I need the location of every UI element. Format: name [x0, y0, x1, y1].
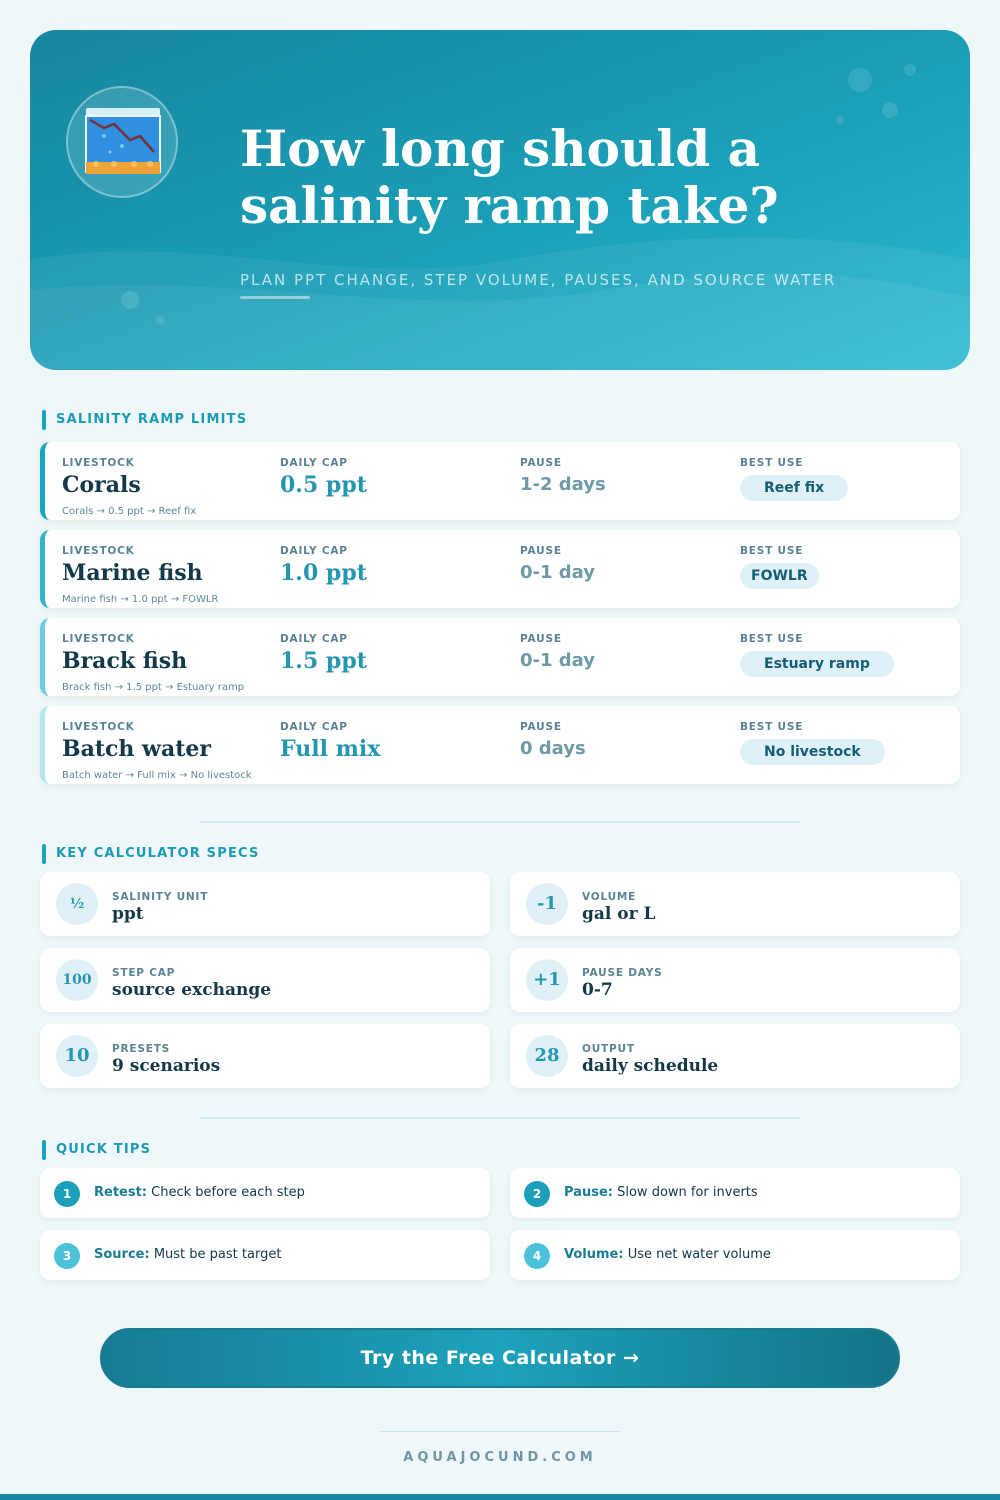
tip-key: Source:	[94, 1247, 150, 1262]
tip-card-pause	[510, 1168, 960, 1218]
limit-row-batch-water	[40, 706, 960, 784]
pause-label: PAUSE	[520, 545, 562, 557]
best-use-pill: FOWLR	[740, 563, 819, 589]
livestock-label: LIVESTOCK	[62, 721, 135, 733]
tip-text: Check before each step	[151, 1185, 305, 1200]
spec-label: VOLUME	[582, 891, 637, 903]
livestock-value: Corals	[62, 472, 141, 498]
limit-row-marine-fish	[40, 530, 960, 608]
aquarium-tank-icon	[84, 106, 162, 180]
row-footnote: Corals → 0.5 ppt → Reef fix	[62, 506, 197, 517]
spec-number: 100	[56, 959, 98, 1001]
best-use-label: BEST USE	[740, 545, 804, 557]
pause-label: PAUSE	[520, 457, 562, 469]
section-divider	[200, 1117, 800, 1119]
spec-number: ½	[56, 883, 98, 925]
best-use-pill: No livestock	[740, 739, 885, 765]
tip-number-badge: 1	[54, 1181, 80, 1207]
spec-value: daily schedule	[582, 1056, 719, 1076]
daily-cap-label: DAILY CAP	[280, 633, 348, 645]
page-subtitle: PLAN PPT CHANGE, STEP VOLUME, PAUSES, AND SOURCE WATER	[240, 271, 837, 289]
livestock-value: Marine fish	[62, 560, 203, 586]
spec-value: 9 scenarios	[112, 1056, 221, 1076]
tip-number-badge: 4	[524, 1243, 550, 1269]
best-use-pill: Estuary ramp	[740, 651, 894, 677]
tip-text: Use net water volume	[627, 1247, 771, 1262]
spec-card-output	[510, 1024, 960, 1088]
pause-label: PAUSE	[520, 633, 562, 645]
livestock-label: LIVESTOCK	[62, 633, 135, 645]
tip-card-volume	[510, 1230, 960, 1280]
tip-key: Retest:	[94, 1185, 148, 1200]
spec-value: 0-7	[582, 980, 613, 1000]
best-use-label: BEST USE	[740, 633, 804, 645]
daily-cap-value: 0.5 ppt	[280, 472, 367, 498]
spec-label: PRESETS	[112, 1043, 171, 1055]
pause-label: PAUSE	[520, 721, 562, 733]
tip-key: Volume:	[564, 1247, 624, 1262]
spec-number: +1	[526, 959, 568, 1001]
daily-cap-label: DAILY CAP	[280, 457, 348, 469]
daily-cap-value: Full mix	[280, 736, 381, 762]
best-use-label: BEST USE	[740, 457, 804, 469]
logo-badge	[66, 86, 178, 198]
subtitle-underline	[240, 296, 310, 299]
spec-card-step-cap	[40, 948, 490, 1012]
title-line-2: salinity ramp take?	[240, 176, 779, 235]
tip-key: Pause:	[564, 1185, 613, 1200]
livestock-value: Brack fish	[62, 648, 188, 674]
section-heading-tips: QUICK TIPS	[42, 1140, 151, 1160]
section-heading-limits: SALINITY RAMP LIMITS	[42, 410, 247, 430]
try-calculator-button[interactable]: Try the Free Calculator →	[100, 1328, 900, 1388]
tip-number-badge: 2	[524, 1181, 550, 1207]
spec-value: ppt	[112, 904, 144, 924]
footer-divider	[380, 1431, 620, 1432]
pause-value: 0 days	[520, 738, 586, 759]
row-footnote: Brack fish → 1.5 ppt → Estuary ramp	[62, 682, 245, 693]
limits-list	[40, 442, 960, 794]
daily-cap-label: DAILY CAP	[280, 545, 348, 557]
row-footnote: Marine fish → 1.0 ppt → FOWLR	[62, 594, 219, 605]
pause-value: 0-1 day	[520, 562, 595, 583]
livestock-label: LIVESTOCK	[62, 545, 135, 557]
best-use-label: BEST USE	[740, 721, 804, 733]
tip-card-source	[40, 1230, 490, 1280]
row-footnote: Batch water → Full mix → No livestock	[62, 770, 252, 781]
spec-card-pause-days	[510, 948, 960, 1012]
site-name: AQUAJOCUND.COM	[403, 1450, 597, 1465]
title-line-1: How long should a	[240, 119, 761, 178]
tip-text: Must be past target	[153, 1247, 282, 1262]
spec-number: -1	[526, 883, 568, 925]
tip-number-badge: 3	[54, 1243, 80, 1269]
daily-cap-value: 1.5 ppt	[280, 648, 367, 674]
spec-label: STEP CAP	[112, 967, 176, 979]
hero-banner	[30, 30, 970, 370]
pause-value: 0-1 day	[520, 650, 595, 671]
spec-card-presets	[40, 1024, 490, 1088]
limit-row-brack-fish	[40, 618, 960, 696]
section-heading-specs: KEY CALCULATOR SPECS	[42, 844, 260, 864]
bottom-accent-bar	[0, 1494, 1000, 1500]
limit-row-corals	[40, 442, 960, 520]
livestock-value: Batch water	[62, 736, 212, 762]
pause-value: 1-2 days	[520, 474, 606, 495]
spec-value: source exchange	[112, 980, 272, 1000]
spec-label: PAUSE DAYS	[582, 967, 663, 979]
tip-text: Slow down for inverts	[617, 1185, 758, 1200]
tip-card-retest	[40, 1168, 490, 1218]
spec-number: 28	[526, 1035, 568, 1077]
spec-number: 10	[56, 1035, 98, 1077]
spec-label: OUTPUT	[582, 1043, 635, 1055]
spec-label: SALINITY UNIT	[112, 891, 209, 903]
section-divider	[200, 821, 800, 823]
spec-card-volume	[510, 872, 960, 936]
spec-value: gal or L	[582, 904, 656, 924]
best-use-pill: Reef fix	[740, 475, 848, 501]
livestock-label: LIVESTOCK	[62, 457, 135, 469]
spec-card-salinity-unit	[40, 872, 490, 936]
daily-cap-value: 1.0 ppt	[280, 560, 367, 586]
page-title	[240, 120, 860, 234]
daily-cap-label: DAILY CAP	[280, 721, 348, 733]
